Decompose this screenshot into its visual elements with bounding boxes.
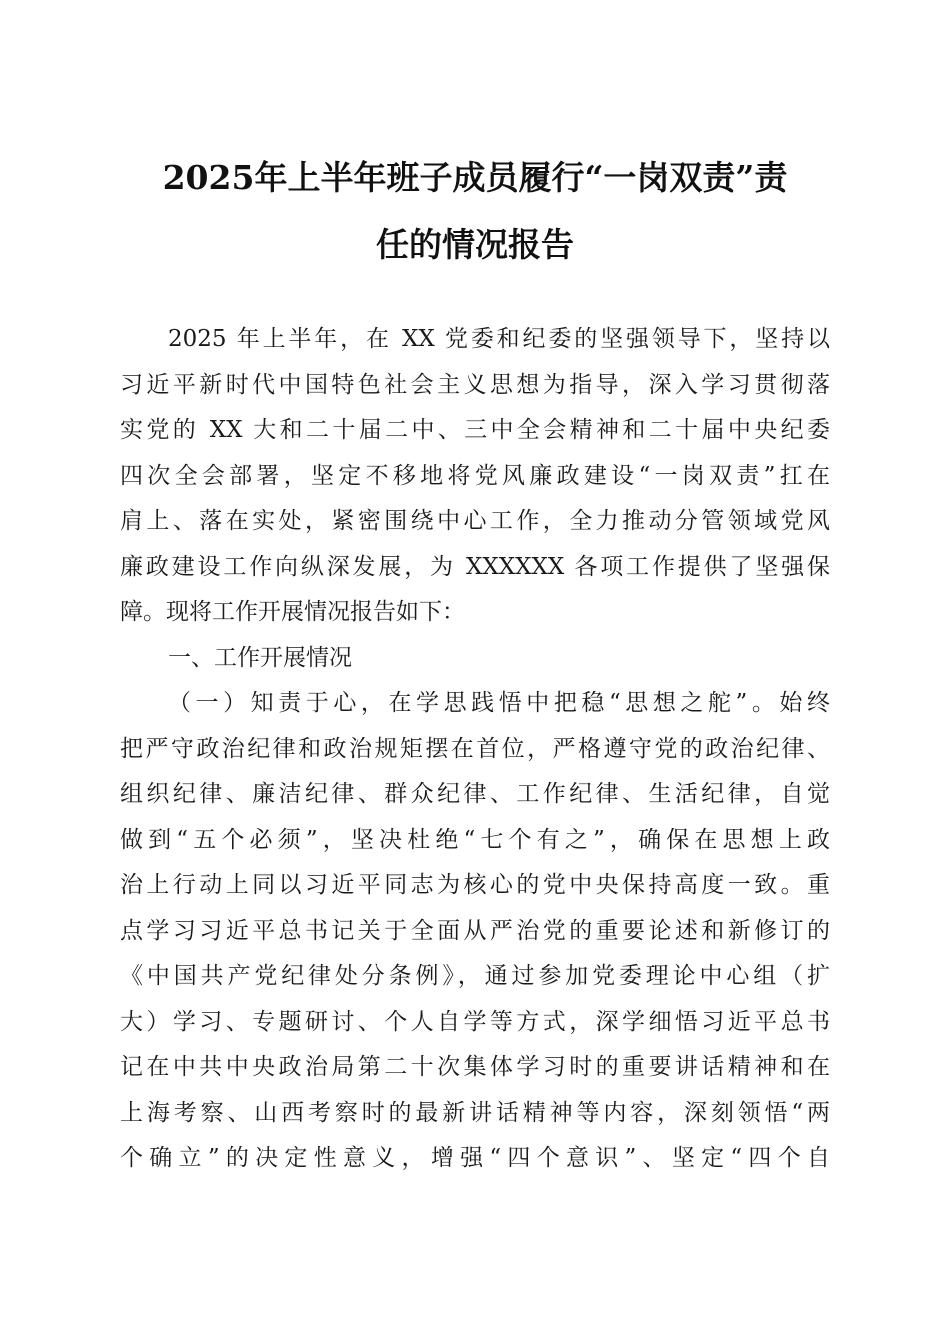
paragraph-1-line: 肩上、落在实处，紧密围绕中心工作，全力推动分管领域党风 — [120, 508, 830, 534]
paragraph-2-line: 个确立”的决定性意义，增强“四个意识”、坚定“四个自 — [120, 1145, 830, 1171]
paragraph-2-line: 大）学习、专题研讨、个人自学等方式，深学细悟习近平总书 — [120, 1008, 830, 1035]
paragraph-1-line: 2025 年上半年，在 XX 党委和纪委的坚强领导下，坚持以 — [168, 326, 830, 352]
document-title-line-2: 任的情况报告 — [376, 225, 574, 264]
paragraph-2-line: 治上行动上同以习近平同志为核心的党中央保持高度一致。重 — [120, 872, 830, 898]
paragraph-2-line: （一）知责于心，在学思践悟中把稳“思想之舵”。始终 — [168, 690, 830, 716]
paragraph-2-line: 做到“五个必须”，坚决杜绝“七个有之”，确保在思想上政 — [120, 826, 830, 853]
paragraph-2-line: 上海考察、山西考察时的最新讲话精神等内容，深刻领悟“两 — [120, 1099, 830, 1126]
paragraph-1-line: 习近平新时代中国特色社会主义思想为指导，深入学习贯彻落 — [120, 371, 830, 398]
paragraph-1-line: 实党的 XX 大和二十届二中、三中全会精神和二十届中央纪委 — [120, 417, 830, 443]
paragraph-1-line: 障。现将工作开展情况报告如下： — [120, 599, 465, 625]
paragraph-2-line: 《中国共产党纪律处分条例》，通过参加党委理论中心组（扩 — [120, 963, 830, 989]
section-heading: 一、工作开展情况 — [168, 644, 352, 671]
paragraph-1-line: 廉政建设工作向纵深发展，为 XXXXXX 各项工作提供了坚强保 — [120, 553, 830, 580]
document-title-line-1: 2025年上半年班子成员履行“一岗双责”责 — [162, 158, 788, 197]
paragraph-2-line: 把严守政治纪律和政治规矩摆在首位，严格遵守党的政治纪律、 — [120, 735, 830, 762]
paragraph-2-line: 组织纪律、廉洁纪律、群众纪律、工作纪律、生活纪律，自觉 — [120, 781, 830, 807]
paragraph-2-line: 记在中共中央政治局第二十次集体学习时的重要讲话精神和在 — [120, 1054, 830, 1080]
document-body — [120, 317, 830, 1182]
paragraph-2-line: 点学习习近平总书记关于全面从严治党的重要论述和新修订的 — [120, 917, 830, 944]
paragraph-1-line: 四次全会部署，坚定不移地将党风廉政建设“一岗双责”扛在 — [120, 462, 830, 489]
